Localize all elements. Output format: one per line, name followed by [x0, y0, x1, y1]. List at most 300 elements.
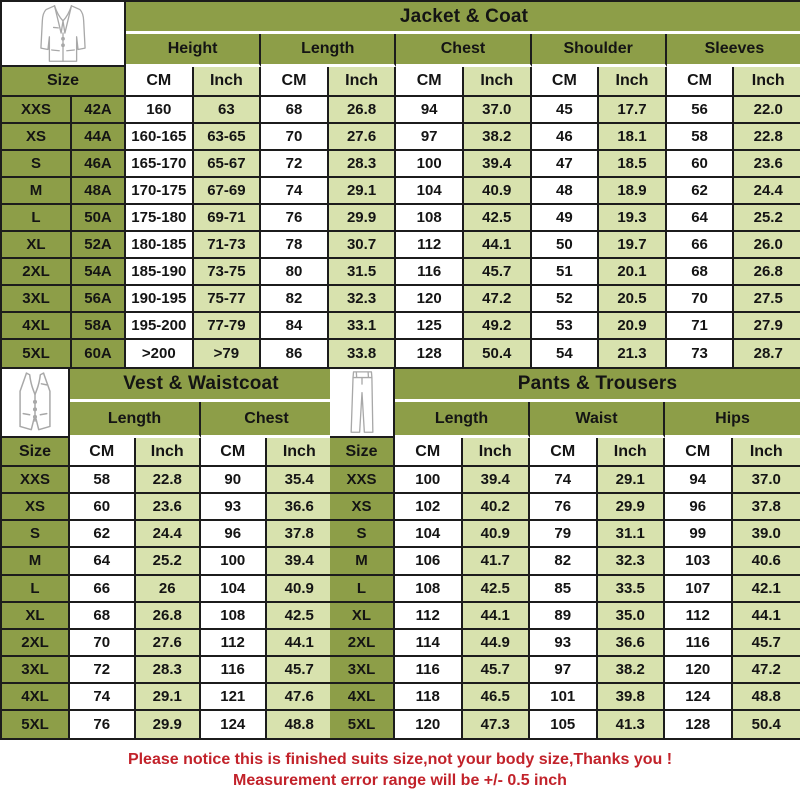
jacket-value: 97 — [396, 124, 464, 151]
vest-size-label: 5XL — [2, 711, 70, 738]
pants-size-label: XXS — [330, 467, 395, 494]
vest-value: 116 — [201, 657, 267, 684]
jacket-value: 112 — [396, 232, 464, 259]
pants-row-5XL — [330, 711, 800, 738]
pants-value: 99 — [665, 521, 733, 548]
pants-value: 82 — [530, 548, 598, 575]
pants-value: 44.9 — [463, 630, 531, 657]
jacket-value: 27.6 — [329, 124, 397, 151]
vest-size-label: XXS — [2, 467, 70, 494]
pants-value: 94 — [665, 467, 733, 494]
pants-unit-cm: CM — [395, 438, 463, 467]
jacket-unit-cm: CM — [126, 67, 194, 97]
pants-value: 120 — [665, 657, 733, 684]
jacket-size-label: L — [2, 205, 72, 232]
vest-measure-chest: Chest — [201, 402, 332, 438]
pants-value: 93 — [530, 630, 598, 657]
vest-row-S — [2, 521, 332, 548]
jacket-size-code: 50A — [72, 205, 126, 232]
jacket-size-label: 3XL — [2, 286, 72, 313]
jacket-size-code: 52A — [72, 232, 126, 259]
jacket-value: 67-69 — [194, 178, 262, 205]
vest-value: 26.8 — [136, 603, 202, 630]
jacket-value: 74 — [261, 178, 329, 205]
jacket-size-code: 48A — [72, 178, 126, 205]
pants-value: 97 — [530, 657, 598, 684]
jacket-row-XS — [2, 124, 800, 151]
jacket-value: 30.7 — [329, 232, 397, 259]
pants-size-label: 4XL — [330, 684, 395, 711]
pants-row-XL — [330, 603, 800, 630]
pants-size-label: 3XL — [330, 657, 395, 684]
vest-size-label: XS — [2, 494, 70, 521]
pants-value: 116 — [395, 657, 463, 684]
pants-value: 45.7 — [463, 657, 531, 684]
vest-value: 37.8 — [267, 521, 333, 548]
jacket-value: 28.3 — [329, 151, 397, 178]
jacket-value: 120 — [396, 286, 464, 313]
vest-size-header: Size — [2, 438, 70, 467]
jacket-value: 49 — [532, 205, 600, 232]
jacket-size-code: 42A — [72, 97, 126, 124]
jacket-value: 86 — [261, 340, 329, 367]
pants-value: 32.3 — [598, 548, 666, 575]
jacket-value: 29.1 — [329, 178, 397, 205]
pants-value: 74 — [530, 467, 598, 494]
pants-value: 118 — [395, 684, 463, 711]
pants-value: 44.1 — [463, 603, 531, 630]
pants-value: 39.0 — [733, 521, 800, 548]
jacket-value: 71-73 — [194, 232, 262, 259]
pants-size-label: 5XL — [330, 711, 395, 738]
jacket-value: 100 — [396, 151, 464, 178]
vest-value: 36.6 — [267, 494, 333, 521]
jacket-size-label: S — [2, 151, 72, 178]
pants-row-3XL — [330, 657, 800, 684]
pants-value: 33.5 — [598, 576, 666, 603]
jacket-unit-cm: CM — [532, 67, 600, 97]
vest-title: Vest & Waistcoat — [70, 369, 332, 402]
pants-value: 41.7 — [463, 548, 531, 575]
vest-value: 112 — [201, 630, 267, 657]
vest-unit-inch: Inch — [267, 438, 333, 467]
jacket-value: 77-79 — [194, 313, 262, 340]
jacket-size-label: XXS — [2, 97, 72, 124]
vest-value: 90 — [201, 467, 267, 494]
pants-value: 79 — [530, 521, 598, 548]
jacket-value: 63-65 — [194, 124, 262, 151]
vest-row-4XL — [2, 684, 332, 711]
pants-row-M — [330, 548, 800, 575]
jacket-row-3XL — [2, 286, 800, 313]
vest-value: 70 — [70, 630, 136, 657]
vest-value: 42.5 — [267, 603, 333, 630]
jacket-value: 26.0 — [734, 232, 800, 259]
jacket-row-XL — [2, 232, 800, 259]
jacket-icon-cell — [2, 2, 126, 67]
vest-value: 108 — [201, 603, 267, 630]
pants-measure-length: Length — [395, 402, 530, 438]
jacket-value: 19.7 — [599, 232, 667, 259]
pants-unit-cm: CM — [665, 438, 733, 467]
vest-row-5XL — [2, 711, 332, 738]
jacket-size-header: Size — [2, 67, 126, 97]
jacket-value: 108 — [396, 205, 464, 232]
jacket-value: 170-175 — [126, 178, 194, 205]
jacket-row-L — [2, 205, 800, 232]
pants-value: 76 — [530, 494, 598, 521]
vest-row-XS — [2, 494, 332, 521]
pants-measure-hips: Hips — [665, 402, 800, 438]
pants-value: 116 — [665, 630, 733, 657]
pants-value: 40.6 — [733, 548, 800, 575]
pants-unit-cm: CM — [530, 438, 598, 467]
jacket-value: 51 — [532, 259, 600, 286]
jacket-unit-inch: Inch — [194, 67, 262, 97]
jacket-value: 49.2 — [464, 313, 532, 340]
pants-value: 29.1 — [598, 467, 666, 494]
jacket-value: 17.7 — [599, 97, 667, 124]
vest-value: 60 — [70, 494, 136, 521]
pants-unit-inch: Inch — [463, 438, 531, 467]
jacket-value: 125 — [396, 313, 464, 340]
jacket-value: 71 — [667, 313, 735, 340]
vest-row-XL — [2, 603, 332, 630]
vest-value: 72 — [70, 657, 136, 684]
vest-table — [0, 369, 334, 740]
jacket-unit-inch: Inch — [734, 67, 800, 97]
vest-size-label: M — [2, 548, 70, 575]
jacket-value: 46 — [532, 124, 600, 151]
jacket-unit-cm: CM — [396, 67, 464, 97]
pants-value: 120 — [395, 711, 463, 738]
jacket-value: 104 — [396, 178, 464, 205]
pants-unit-inch: Inch — [733, 438, 800, 467]
jacket-value: 66 — [667, 232, 735, 259]
jacket-value: 84 — [261, 313, 329, 340]
jacket-value: 160-165 — [126, 124, 194, 151]
jacket-value: 70 — [261, 124, 329, 151]
jacket-value: 185-190 — [126, 259, 194, 286]
jacket-unit-inch: Inch — [464, 67, 532, 97]
jacket-row-5XL — [2, 340, 800, 367]
pants-value: 37.0 — [733, 467, 800, 494]
jacket-value: 75-77 — [194, 286, 262, 313]
pants-size-label: XS — [330, 494, 395, 521]
vest-value: 121 — [201, 684, 267, 711]
jacket-value: 33.1 — [329, 313, 397, 340]
pants-row-4XL — [330, 684, 800, 711]
jacket-size-code: 58A — [72, 313, 126, 340]
jacket-value: >79 — [194, 340, 262, 367]
vest-value: 124 — [201, 711, 267, 738]
vest-unit-inch: Inch — [136, 438, 202, 467]
vest-value: 24.4 — [136, 521, 202, 548]
pants-value: 102 — [395, 494, 463, 521]
jacket-unit-cm: CM — [667, 67, 735, 97]
pants-value: 40.2 — [463, 494, 531, 521]
jacket-value: 73 — [667, 340, 735, 367]
pants-value: 107 — [665, 576, 733, 603]
vest-value: 74 — [70, 684, 136, 711]
pants-value: 96 — [665, 494, 733, 521]
pants-size-header: Size — [330, 438, 395, 467]
vest-value: 104 — [201, 576, 267, 603]
jacket-size-code: 46A — [72, 151, 126, 178]
jacket-value: 68 — [667, 259, 735, 286]
jacket-value: 21.3 — [599, 340, 667, 367]
jacket-measure-height: Height — [126, 34, 261, 67]
pants-value: 31.1 — [598, 521, 666, 548]
jacket-row-2XL — [2, 259, 800, 286]
jacket-value: 128 — [396, 340, 464, 367]
pants-row-2XL — [330, 630, 800, 657]
jacket-value: 60 — [667, 151, 735, 178]
pants-title: Pants & Trousers — [395, 369, 800, 402]
jacket-value: 29.9 — [329, 205, 397, 232]
jacket-value: 47.2 — [464, 286, 532, 313]
vest-value: 45.7 — [267, 657, 333, 684]
jacket-value: 22.8 — [734, 124, 800, 151]
jacket-value: 73-75 — [194, 259, 262, 286]
vest-value: 44.1 — [267, 630, 333, 657]
vest-value: 23.6 — [136, 494, 202, 521]
pants-size-label: XL — [330, 603, 395, 630]
jacket-size-label: 2XL — [2, 259, 72, 286]
jacket-value: 19.3 — [599, 205, 667, 232]
jacket-size-code: 54A — [72, 259, 126, 286]
pants-value: 50.4 — [733, 711, 800, 738]
jacket-value: 38.2 — [464, 124, 532, 151]
pants-value: 42.1 — [733, 576, 800, 603]
jacket-unit-inch: Inch — [329, 67, 397, 97]
jacket-value: 68 — [261, 97, 329, 124]
jacket-value: 32.3 — [329, 286, 397, 313]
jacket-value: 23.6 — [734, 151, 800, 178]
vest-value: 22.8 — [136, 467, 202, 494]
vest-row-3XL — [2, 657, 332, 684]
jacket-value: 37.0 — [464, 97, 532, 124]
jacket-size-label: XS — [2, 124, 72, 151]
jacket-value: 64 — [667, 205, 735, 232]
vest-value: 29.9 — [136, 711, 202, 738]
vest-icon-cell — [2, 369, 70, 438]
vest-value: 76 — [70, 711, 136, 738]
vest-unit-cm: CM — [70, 438, 136, 467]
jacket-size-code: 44A — [72, 124, 126, 151]
jacket-value: 94 — [396, 97, 464, 124]
pants-measure-waist: Waist — [530, 402, 665, 438]
vest-value: 100 — [201, 548, 267, 575]
jacket-row-XXS — [2, 97, 800, 124]
jacket-value: 24.4 — [734, 178, 800, 205]
notice-line-1: Please notice this is finished suits size,not your body size,Thanks you ! — [127, 750, 673, 768]
pants-value: 29.9 — [598, 494, 666, 521]
vest-size-label: XL — [2, 603, 70, 630]
vest-size-label: 3XL — [2, 657, 70, 684]
jacket-unit-cm: CM — [261, 67, 329, 97]
jacket-value: 56 — [667, 97, 735, 124]
jacket-value: 48 — [532, 178, 600, 205]
pants-unit-inch: Inch — [598, 438, 666, 467]
vest-size-label: 2XL — [2, 630, 70, 657]
pants-size-label: S — [330, 521, 395, 548]
vest-value: 58 — [70, 467, 136, 494]
jacket-value: 116 — [396, 259, 464, 286]
jacket-row-M — [2, 178, 800, 205]
notice — [0, 740, 800, 800]
vest-row-M — [2, 548, 332, 575]
jacket-value: 44.1 — [464, 232, 532, 259]
jacket-value: >200 — [126, 340, 194, 367]
jacket-size-code: 60A — [72, 340, 126, 367]
pants-size-label: 2XL — [330, 630, 395, 657]
pants-value: 45.7 — [733, 630, 800, 657]
vest-value: 29.1 — [136, 684, 202, 711]
pants-row-XS — [330, 494, 800, 521]
jacket-measure-chest: Chest — [396, 34, 531, 67]
notice-line-2: Measurement error range will be +/- 0.5 inch — [233, 771, 567, 789]
jacket-value: 20.5 — [599, 286, 667, 313]
vest-size-label: 4XL — [2, 684, 70, 711]
jacket-value: 53 — [532, 313, 600, 340]
vest-value: 47.6 — [267, 684, 333, 711]
jacket-value: 72 — [261, 151, 329, 178]
jacket-value: 50 — [532, 232, 600, 259]
pants-table — [330, 369, 800, 740]
pants-value: 40.9 — [463, 521, 531, 548]
vest-value: 40.9 — [267, 576, 333, 603]
jacket-value: 40.9 — [464, 178, 532, 205]
jacket-value: 50.4 — [464, 340, 532, 367]
jacket-value: 47 — [532, 151, 600, 178]
jacket-measure-length: Length — [261, 34, 396, 67]
jacket-value: 18.5 — [599, 151, 667, 178]
jacket-value: 27.9 — [734, 313, 800, 340]
vest-size-label: S — [2, 521, 70, 548]
pants-value: 114 — [395, 630, 463, 657]
jacket-size-label: 5XL — [2, 340, 72, 367]
pants-icon-cell — [330, 369, 395, 438]
jacket-value: 80 — [261, 259, 329, 286]
pants-value: 39.8 — [598, 684, 666, 711]
vest-value: 28.3 — [136, 657, 202, 684]
jacket-value: 20.1 — [599, 259, 667, 286]
jacket-row-4XL — [2, 313, 800, 340]
pants-value: 101 — [530, 684, 598, 711]
pants-size-label: M — [330, 548, 395, 575]
jacket-value: 175-180 — [126, 205, 194, 232]
pants-value: 103 — [665, 548, 733, 575]
jacket-value: 63 — [194, 97, 262, 124]
pants-value: 112 — [665, 603, 733, 630]
jacket-title: Jacket & Coat — [126, 2, 800, 34]
jacket-value: 65-67 — [194, 151, 262, 178]
pants-value: 47.3 — [463, 711, 531, 738]
pants-row-S — [330, 521, 800, 548]
jacket-size-label: 4XL — [2, 313, 72, 340]
jacket-measure-sleeves: Sleeves — [667, 34, 800, 67]
vest-value: 25.2 — [136, 548, 202, 575]
jacket-icon — [34, 3, 92, 65]
jacket-value: 26.8 — [329, 97, 397, 124]
jacket-value: 45.7 — [464, 259, 532, 286]
jacket-value: 39.4 — [464, 151, 532, 178]
jacket-value: 31.5 — [329, 259, 397, 286]
jacket-value: 33.8 — [329, 340, 397, 367]
vest-row-L — [2, 576, 332, 603]
pants-value: 108 — [395, 576, 463, 603]
jacket-value: 27.5 — [734, 286, 800, 313]
jacket-value: 195-200 — [126, 313, 194, 340]
vest-icon — [9, 371, 61, 435]
pants-size-label: L — [330, 576, 395, 603]
jacket-value: 54 — [532, 340, 600, 367]
jacket-value: 28.7 — [734, 340, 800, 367]
jacket-value: 78 — [261, 232, 329, 259]
pants-value: 85 — [530, 576, 598, 603]
pants-value: 128 — [665, 711, 733, 738]
jacket-size-code: 56A — [72, 286, 126, 313]
vest-row-2XL — [2, 630, 332, 657]
jacket-value: 70 — [667, 286, 735, 313]
vest-value: 26 — [136, 576, 202, 603]
pants-value: 112 — [395, 603, 463, 630]
jacket-value: 22.0 — [734, 97, 800, 124]
jacket-row-S — [2, 151, 800, 178]
pants-row-XXS — [330, 467, 800, 494]
vest-value: 48.8 — [267, 711, 333, 738]
jacket-value: 58 — [667, 124, 735, 151]
pants-value: 47.2 — [733, 657, 800, 684]
vest-row-XXS — [2, 467, 332, 494]
vest-value: 39.4 — [267, 548, 333, 575]
vest-value: 93 — [201, 494, 267, 521]
pants-value: 104 — [395, 521, 463, 548]
pants-value: 37.8 — [733, 494, 800, 521]
pants-value: 38.2 — [598, 657, 666, 684]
pants-value: 100 — [395, 467, 463, 494]
vest-value: 68 — [70, 603, 136, 630]
vest-unit-cm: CM — [201, 438, 267, 467]
pants-value: 39.4 — [463, 467, 531, 494]
vest-value: 66 — [70, 576, 136, 603]
jacket-value: 69-71 — [194, 205, 262, 232]
pants-value: 36.6 — [598, 630, 666, 657]
pants-value: 44.1 — [733, 603, 800, 630]
jacket-value: 180-185 — [126, 232, 194, 259]
vest-value: 62 — [70, 521, 136, 548]
jacket-value: 165-170 — [126, 151, 194, 178]
jacket-table — [0, 0, 800, 369]
jacket-value: 45 — [532, 97, 600, 124]
pants-value: 41.3 — [598, 711, 666, 738]
jacket-size-label: M — [2, 178, 72, 205]
jacket-value: 160 — [126, 97, 194, 124]
vest-measure-length: Length — [70, 402, 201, 438]
pants-value: 35.0 — [598, 603, 666, 630]
vest-value: 96 — [201, 521, 267, 548]
jacket-value: 26.8 — [734, 259, 800, 286]
jacket-value: 20.9 — [599, 313, 667, 340]
pants-icon — [342, 370, 382, 436]
vest-value: 35.4 — [267, 467, 333, 494]
vest-size-label: L — [2, 576, 70, 603]
pants-value: 124 — [665, 684, 733, 711]
jacket-value: 18.9 — [599, 178, 667, 205]
jacket-value: 190-195 — [126, 286, 194, 313]
jacket-value: 52 — [532, 286, 600, 313]
